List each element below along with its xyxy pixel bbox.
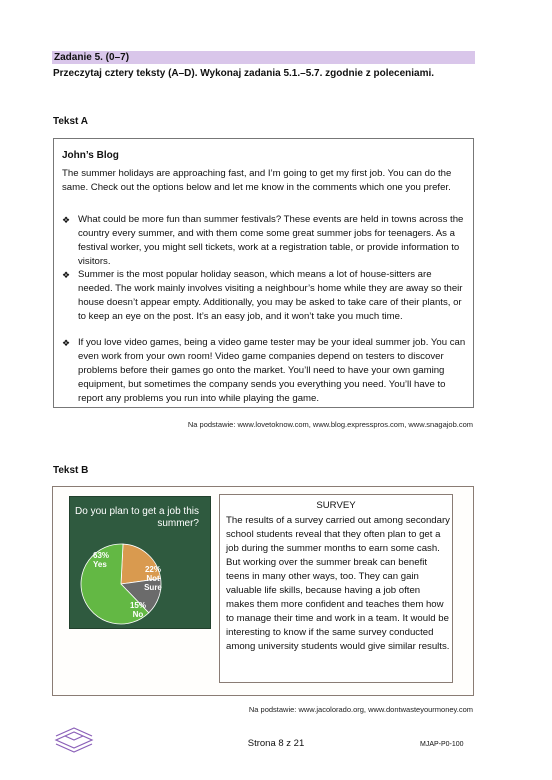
pie-category-label: No bbox=[132, 610, 144, 619]
blog-bullet-item bbox=[62, 336, 466, 406]
blog-bullet-text: If you love video games, being a video game tester may be your ideal summer job. You can even work from your own room! Video game companies depend on testers to discover problems before their games go onto the market. You’ll need to have your own gaming equipment, but sometimes the company sends you everything you need. You’ll have to report any problems you run into while playing the game. bbox=[78, 337, 466, 404]
page-number: Strona 8 z 21 bbox=[247, 738, 305, 749]
pie-percent-label: 15% bbox=[129, 601, 147, 610]
survey-body: The results of a survey carried out among secondary school students reveal that they often plan to get a job during the summer months to earn some cash. But working over the summer break can benefit teens in many other ways, too. They can gain valuable life skills, because having a job often makes them more confident and teaches them how to manage their time and work in a team. It would be interesting to know if the same survey conducted among university students would give similar results. bbox=[226, 515, 450, 652]
exam-code: MJAP-P0-100 bbox=[420, 741, 464, 748]
survey-title: SURVEY bbox=[316, 500, 356, 511]
blog-bullet-item bbox=[62, 213, 466, 269]
pie-category-label: Not bbox=[146, 574, 160, 583]
pie-percent-label: 63% bbox=[93, 551, 110, 560]
task-title: Zadanie 5. (0–7) bbox=[54, 52, 130, 63]
task-instruction: Przeczytaj cztery teksty (A–D). Wykonaj zadania 5.1.–5.7. zgodnie z poleceniami. bbox=[53, 68, 435, 79]
blog-bullet-text: What could be more fun than summer festivals? These events are held in towns across the country every summer, and with them come some great summer jobs for teenagers. As a festival worker, you might sell tickets, work at a registration table, or provide information to visitors. bbox=[78, 214, 464, 267]
bullet-diamond-icon: ❖ bbox=[62, 215, 71, 225]
blog-title: John’s Blog bbox=[62, 150, 119, 161]
blog-bullet-text: Summer is the most popular holiday season, which means a lot of house-sitters are needed. The work mainly involves visiting a neighbour’s home while they are away so their house doesn’t appear empty. Additionally, you may be asked to take care of their plants, or to keep an eye on the post. It’s an easy job, and it won’t take you much time. bbox=[78, 269, 463, 322]
pie-percent-label: 22% bbox=[144, 565, 162, 574]
bullet-diamond-icon: ❖ bbox=[62, 270, 71, 280]
bullet-diamond-icon: ❖ bbox=[62, 338, 71, 348]
text-a-source: Na podstawie: www.lovetoknow.com, www.blog.expresspros.com, www.snagajob.com bbox=[187, 420, 473, 429]
text-a-label: Tekst A bbox=[53, 116, 89, 127]
blog-intro: The summer holidays are approaching fast, and I’m going to get my first job. You can do the same. Check out the options below and let me know in the comments which one you prefer. bbox=[62, 168, 452, 193]
blog-bullet-item bbox=[62, 268, 466, 324]
chart-title: Do you plan to get a job this summer? bbox=[75, 506, 199, 529]
pie-category-label: Sure bbox=[144, 583, 162, 592]
pie-chart bbox=[69, 496, 211, 629]
text-b-source: Na podstawie: www.jacolorado.org, www.dontwasteyourmoney.com bbox=[248, 705, 473, 714]
pie-category-label: Yes bbox=[93, 560, 107, 569]
text-b-label: Tekst B bbox=[53, 465, 89, 476]
